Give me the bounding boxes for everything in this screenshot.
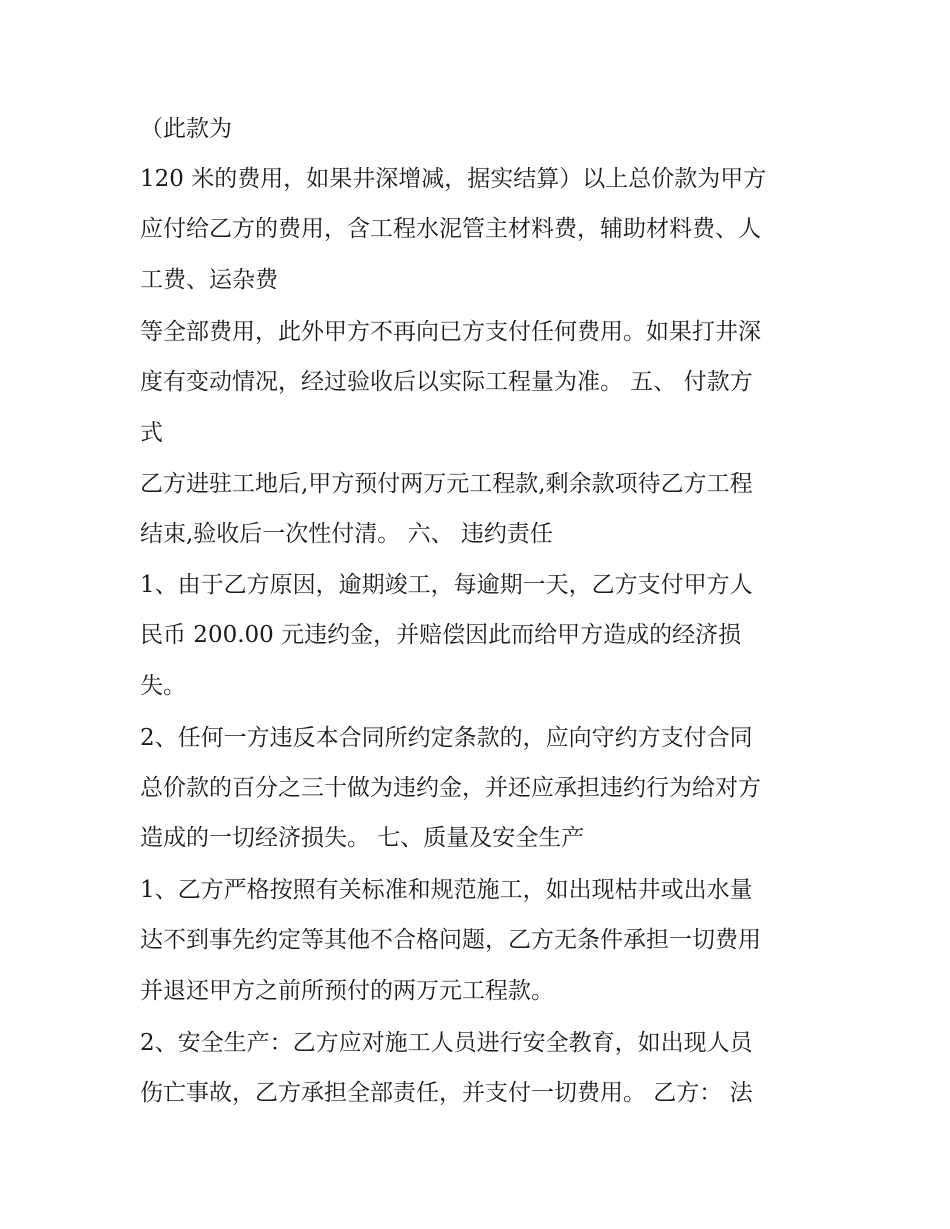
text-line-6: 度有变动情况，经过验收后以实际工程量为准。 五、 付款方 (140, 369, 753, 395)
text-line-5: 等全部费用，此外甲方不再向已方支付任何费用。如果打井深 (140, 319, 761, 345)
text-line-17: 达不到事先约定等其他不合格问题，乙方无条件承担一切费用 (140, 927, 761, 953)
text-line-1: （此款为 (140, 116, 232, 142)
text-line-15: 造成的一切经济损失。 七、质量及安全生产 (140, 825, 585, 851)
text-line-2: 120 米的费用，如果井深增减，据实结算）以上总价款为甲方 (140, 166, 767, 192)
text-line-14: 总价款的百分之三十做为违约金，并还应承担违约行为给对方 (140, 775, 761, 801)
text-line-19: 2、安全生产：乙方应对施工人员进行安全教育，如出现人员 (140, 1030, 753, 1056)
text-line-13: 2、任何一方违反本合同所约定条款的，应向守约方支付合同 (140, 725, 753, 751)
text-line-4: 工费、运杂费 (140, 267, 278, 293)
text-line-3: 应付给乙方的费用，含工程水泥管主材料费，辅助材料费、人 (140, 216, 761, 242)
text-line-8: 乙方进驻工地后,甲方预付两万元工程款,剩余款项待乙方工程 (140, 471, 753, 497)
text-line-20: 伤亡事故，乙方承担全部责任，并支付一切费用。 乙方： 法 (140, 1080, 753, 1106)
text-line-10: 1、由于乙方原因，逾期竣工，每逾期一天，乙方支付甲方人 (140, 572, 753, 598)
text-line-11: 民币 200.00 元违约金，并赔偿因此而给甲方造成的经济损 (140, 622, 742, 648)
text-line-16: 1、乙方严格按照有关标准和规范施工，如出现枯井或出水量 (140, 877, 753, 903)
text-line-12: 失。 (140, 673, 186, 699)
text-line-9: 结束,验收后一次性付清。 六、 违约责任 (140, 521, 553, 547)
text-line-18: 并退还甲方之前所预付的两万元工程款。 (140, 978, 554, 1004)
text-line-7: 式 (140, 420, 163, 446)
